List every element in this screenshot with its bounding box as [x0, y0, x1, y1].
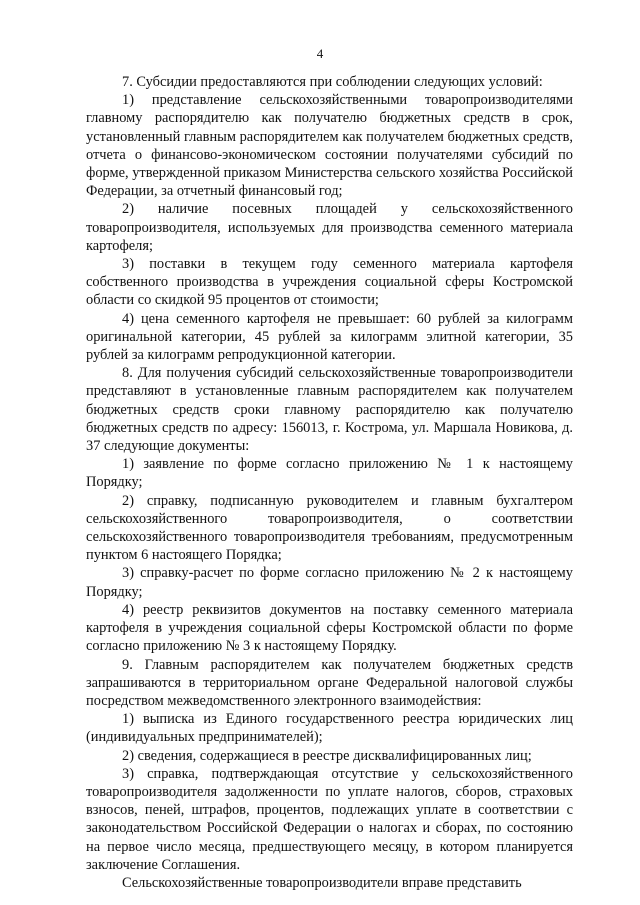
paragraph-8-item-2: 2) справку, подписанную руководителем и главным бухгалтером сельскохозяйственного товаропроизводителя, о соответствии сельскохозяйственного товаропроизводителя требованиям, предусмотренным пунктом 6 настоящего Порядка; [86, 492, 573, 564]
paragraph-9-item-2: 2) сведения, содержащиеся в реестре дисквалифицированных лиц; [122, 747, 532, 764]
paragraph-8-item-3: 3) справку-расчет по форме согласно приложению № 2 к настоящему Порядку; [86, 565, 573, 600]
paragraph-7-item-4: 4) цена семенного картофеля не превышает: 60 рублей за килограмм оригинальной категории, 45 рублей за килограмм элитной категории, 35 рублей за килограмм репродукционной категории. [86, 310, 573, 364]
paragraph-9-item-1: 1) выписка из Единого государственного реестра юридических лиц (индивидуальных предпринимателей); [86, 711, 573, 746]
paragraph-8-item-4: 4) реестр реквизитов документов на поставку семенного материала картофеля в учреждения социальной сферы Костромской области по форме согласно приложению № 3 к настоящему Порядку. [86, 601, 573, 655]
paragraph-7-item-1: 1) представление сельскохозяйственными товаропроизводителями главному распорядителю как получателю бюджетных средств в срок, установленный главным распорядителем как получателем бюджетных средств, отчета о финансово-экономическом состоянии получателями субсидий по форме, утвержденной приказом Министерства сельского хозяйства Российской Федерации, за отчетный финансовый год; [86, 92, 573, 200]
paragraph-9-item-3: 3) справка, подтверждающая отсутствие у сельскохозяйственного товаропроизводителя задолженности по уплате налогов, сборов, страховых взносов, пеней, штрафов, процентов, подлежащих уплате в соответствии с законодательством Российской Федерации о налогах и сборах, по состоянию на первое число месяца, предшествующего месяцу, в котором планируется заключение Соглашения. [86, 765, 573, 873]
paragraph-continuation: Сельскохозяйственные товаропроизводители вправе представить [122, 874, 522, 891]
page-number: 4 [316, 46, 324, 61]
paragraph-7-item-3: 3) поставки в текущем году семенного материала картофеля собственного производства в учреждения социальной сферы Костромской области со скидкой 95 процентов от стоимости; [86, 256, 573, 309]
paragraph-8-heading: 8. Для получения субсидий сельскохозяйственные товаропроизводители представляют в установленные главным распорядителем как получателем бюджетных средств сроки главному распорядителю как получателю бюджетных средств по адресу: 156013, г. Кострома, ул. Маршала Новикова, д. 37 следующие документы: [86, 365, 573, 455]
paragraph-9-heading: 9. Главным распорядителем как получателем бюджетных средств запрашиваются в территориальном органе Федеральной налоговой службы посредством межведомственного электронного взаимодействия: [86, 656, 573, 709]
paragraph-7-item-2: 2) наличие посевных площадей у сельскохозяйственного товаропроизводителя, используемых для производства семенного материала картофеля; [86, 201, 573, 254]
paragraph-7-heading: 7. Субсидии предоставляются при соблюдении следующих условий: [122, 74, 543, 90]
paragraph-8-item-1: 1) заявление по форме согласно приложению № 1 к настоящему Порядку; [86, 456, 573, 491]
document-body [86, 73, 573, 892]
